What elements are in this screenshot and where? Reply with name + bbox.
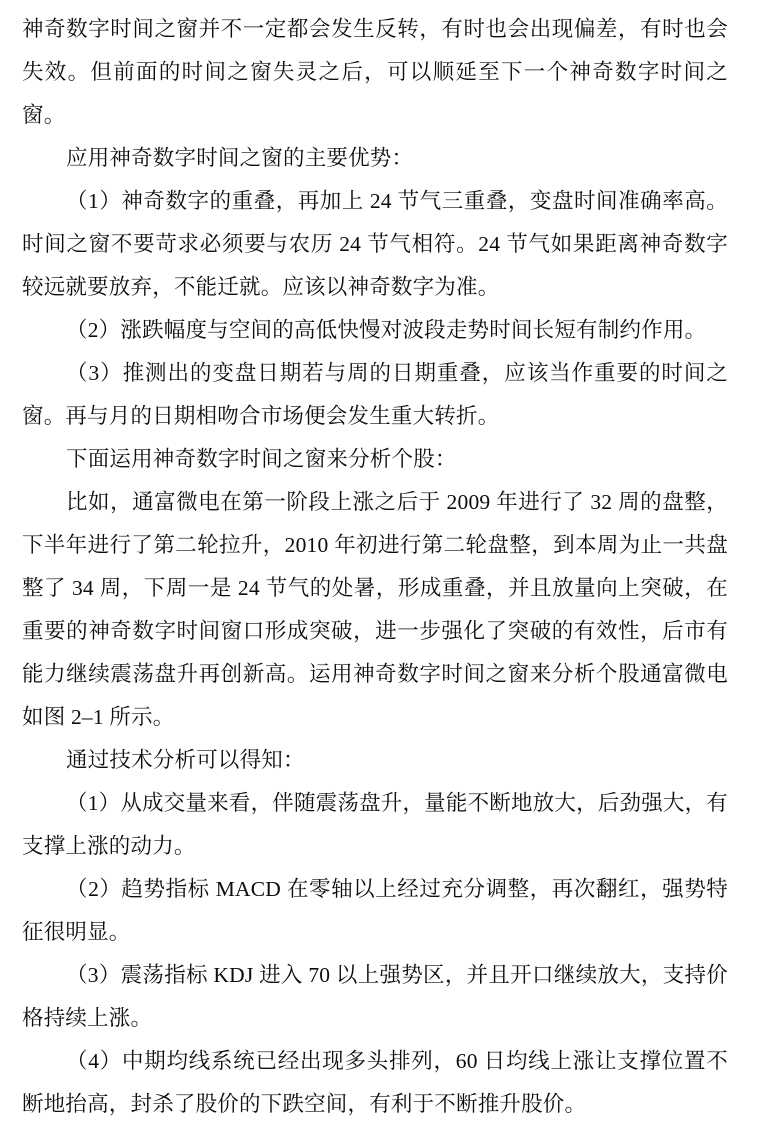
paragraph-5: （3）推测出的变盘日期若与周的日期重叠，应该当作重要的时间之窗。再与月的日期相吻合市场便会发生重大转折。 (22, 361, 728, 428)
paragraph-1: 神奇数字时间之窗并不一定都会发生反转，有时也会出现偏差，有时也会失效。但前面的时间之窗失灵之后，可以顺延至下一个神奇数字时间之窗。 (22, 17, 728, 127)
paragraph-7: 比如，通富微电在第一阶段上涨之后于 2009 年进行了 32 周的盘整，下半年进行了第二轮拉升，2010 年初进行第二轮盘整，到本周为止一共盘整了 34 周，下周一是 24 节气的处暑，形成重叠，并且放量向上突破，在重要的神奇数字时间窗口形成突破，进一步强化了突破的有效性，后市有能力继续震荡盘升再创新高。运用神奇数字时间之窗来分析个股通富微电如图 2–1 所示。 (22, 490, 728, 729)
paragraph-8: 通过技术分析可以得知： (66, 748, 305, 772)
paragraph-12: （4）中期均线系统已经出现多头排列，60 日均线上涨让支撑位置不断地抬高，封杀了股价的下跌空间，有利于不断推升股价。 (22, 1049, 728, 1116)
paragraph-6: 下面运用神奇数字时间之窗来分析个股： (66, 447, 457, 471)
paragraph-10: （2）趋势指标 MACD 在零轴以上经过充分调整，再次翻红，强势特征很明显。 (22, 877, 728, 944)
paragraph-2: 应用神奇数字时间之窗的主要优势： (66, 146, 414, 170)
paragraph-3: （1）神奇数字的重叠，再加上 24 节气三重叠，变盘时间准确率高。时间之窗不要苛求必须要与农历 24 节气相符。24 节气如果距离神奇数字较远就要放弃，不能迁就。应该以神奇数字为准。 (22, 189, 728, 299)
paragraph-11: （3）震荡指标 KDJ 进入 70 以上强势区，并且开口继续放大，支持价格持续上涨。 (22, 963, 728, 1030)
paragraph-4: （2）涨跌幅度与空间的高低快慢对波段走势时间长短有制约作用。 (66, 318, 707, 342)
paragraph-9: （1）从成交量来看，伴随震荡盘升，量能不断地放大，后劲强大，有支撑上涨的动力。 (22, 791, 728, 858)
